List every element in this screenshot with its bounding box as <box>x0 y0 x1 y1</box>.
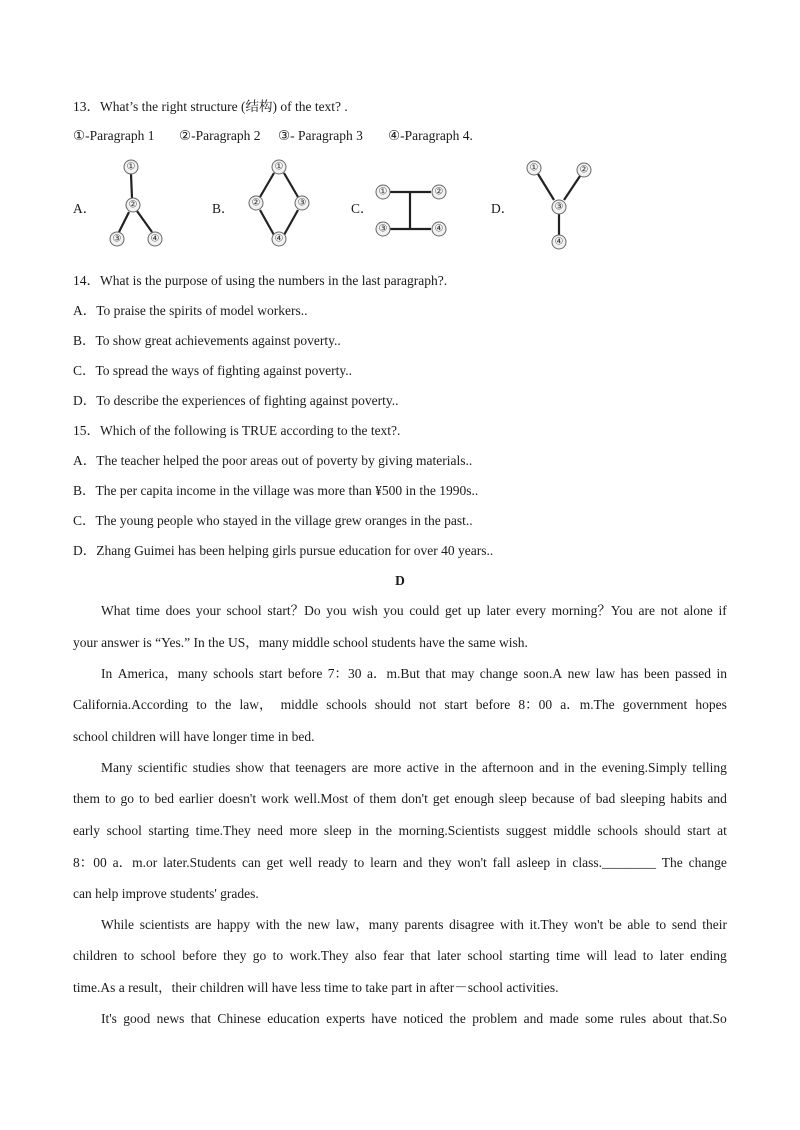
passage-word: the <box>375 823 392 838</box>
diagram-b-node-4: ④ <box>274 233 284 245</box>
passage-word: them <box>369 791 397 806</box>
passage-word: 8：00 <box>73 855 107 870</box>
diagram-d-node-2: ② <box>579 164 589 176</box>
passage-line <box>73 948 727 964</box>
passage-word: alone <box>683 603 713 618</box>
diagram-d-node-1: ① <box>529 162 539 174</box>
passage-word: time <box>556 948 581 963</box>
structure-diagram-d <box>522 158 598 250</box>
passage-word: Chinese <box>217 1011 261 1026</box>
passage-word: send <box>671 917 697 932</box>
passage-word: school <box>140 948 176 963</box>
passage-word: work <box>261 791 289 806</box>
passage-word: in <box>564 760 575 775</box>
passage-word: to <box>655 917 667 932</box>
q13-option-d-letter[interactable]: D． <box>491 201 515 216</box>
passage-word: sleep <box>499 791 527 806</box>
passage-word: Many <box>101 760 133 775</box>
passage-word: It's <box>101 1011 117 1026</box>
passage-word: can <box>241 855 261 870</box>
passage-word: made <box>549 1011 579 1026</box>
passage-word: America，many <box>117 666 208 681</box>
passage-word: middle <box>553 823 591 838</box>
passage-word: to <box>138 791 150 806</box>
passage-word: the <box>579 760 597 775</box>
passage-word: that <box>410 948 431 963</box>
passage-word: does <box>165 603 191 618</box>
passage-word: later.Students <box>163 855 237 870</box>
passage-word: in <box>358 823 369 838</box>
passage-word: happy <box>217 917 251 932</box>
passage-word: later <box>659 948 684 963</box>
diagram-a-node-3: ③ <box>112 233 122 245</box>
passage-word: learn <box>370 855 398 870</box>
passage-line <box>101 603 727 619</box>
passage-line: school children will have longer time in bed. <box>73 729 315 744</box>
diagram-a-node-4: ④ <box>150 233 160 245</box>
passage-word: morning？You <box>551 603 633 618</box>
passage-word: has <box>620 666 639 681</box>
passage-word: problem <box>472 1011 518 1026</box>
passage-word: law <box>595 666 616 681</box>
passage-word: to <box>353 855 365 870</box>
passage-word: should <box>374 697 411 712</box>
passage-word: new <box>307 917 331 932</box>
passage-word: they <box>428 855 452 870</box>
passage-word: schools <box>597 823 638 838</box>
passage-word: of <box>579 791 591 806</box>
passage-word: to <box>196 697 207 712</box>
q15-option-d[interactable]: D．Zhang Guimei has been helping girls pursue education for over 40 years.. <box>73 543 494 558</box>
passage-word: the <box>214 697 232 712</box>
passage-word: ending <box>690 948 727 963</box>
passage-word: school <box>106 823 142 838</box>
q14-option-c[interactable]: C．To spread the ways of fighting against poverty.. <box>73 363 352 378</box>
passage-word: also <box>354 948 377 963</box>
passage-word: later <box>486 603 511 618</box>
diagram-b-node-3: ③ <box>297 197 307 209</box>
passage-heading: D <box>395 573 405 588</box>
paragraph-key-2: ②-Paragraph 2 <box>179 128 261 143</box>
passage-word: are <box>638 603 655 618</box>
diagram-b-node-1: ① <box>274 161 284 173</box>
passage-word: won't <box>457 855 487 870</box>
passage-line <box>73 823 727 839</box>
passage-word: before <box>287 666 323 681</box>
passage-word: active <box>406 760 439 775</box>
passage-word: to <box>642 948 654 963</box>
passage-word: because <box>531 791 575 806</box>
passage-word: that <box>190 1011 212 1026</box>
passage-word: What <box>101 603 131 618</box>
passage-word: up <box>467 603 481 618</box>
passage-word: you <box>383 603 404 618</box>
passage-word: scientific <box>137 760 188 775</box>
passage-word: a．m.But <box>367 666 420 681</box>
passage-word: sleep <box>323 823 352 838</box>
passage-line <box>101 760 727 776</box>
passage-word: that <box>425 666 446 681</box>
passage-word: parents <box>404 917 444 932</box>
diagram-a-node-2: ② <box>128 199 138 211</box>
q15-option-c[interactable]: C．The young people who stayed in the village grew oranges in the past.. <box>73 513 473 528</box>
passage-word: don't <box>401 791 428 806</box>
passage-word: get <box>432 791 450 806</box>
q15-option-a[interactable]: A．The teacher helped the poor areas out of poverty by giving materials.. <box>73 453 473 468</box>
passage-word: been <box>644 666 670 681</box>
passage-word: education <box>267 1011 320 1026</box>
passage-word: to <box>272 948 284 963</box>
passage-line: time.As a result，their children will have less time to take part in after－school activities. <box>73 980 559 995</box>
passage-word: noticed <box>403 1011 444 1026</box>
passage-word: start <box>687 823 711 838</box>
q14-option-a[interactable]: A．To praise the spirits of model workers.. <box>73 303 308 318</box>
passage-word: the <box>460 760 477 775</box>
passage-word: law，many <box>335 917 399 932</box>
passage-word: change <box>688 855 727 870</box>
passage-word: go <box>120 791 134 806</box>
passage-word: that <box>269 760 290 775</box>
passage-word: start <box>444 697 468 712</box>
passage-word: afternoon <box>482 760 534 775</box>
passage-word: need <box>257 823 283 838</box>
passage-word: telling <box>692 760 727 775</box>
diagram-a-node-1: ① <box>126 161 136 173</box>
structure-diagram-c <box>372 183 452 241</box>
passage-word: have <box>371 1011 397 1026</box>
passage-word: about <box>652 1011 683 1026</box>
passage-word: more <box>373 760 402 775</box>
passage-word: While <box>101 917 134 932</box>
passage-line <box>73 855 727 871</box>
passage-word: earlier <box>178 791 214 806</box>
diagram-c-node-2: ② <box>434 186 444 198</box>
passage-word: doesn't <box>218 791 257 806</box>
passage-word: new <box>567 666 591 681</box>
q14-option-d[interactable]: D．To describe the experiences of fighting against poverty.. <box>73 393 399 408</box>
passage-word: get <box>266 855 284 870</box>
paragraph-key-4: ④-Paragraph 4. <box>388 128 473 143</box>
passage-word: morning.Scientists <box>398 823 500 838</box>
diagram-d-node-4: ④ <box>554 236 564 248</box>
passage-word: time <box>135 603 160 618</box>
passage-line: your answer is “Yes.” In the US，many middle school students have the same wish. <box>73 635 528 650</box>
question-14: 14．What is the purpose of using the numbers in the last paragraph?. <box>73 273 448 288</box>
passage-word: and <box>523 1011 544 1026</box>
passage-word: more <box>289 823 318 838</box>
passage-word: asleep <box>516 855 551 870</box>
q13-option-a-letter[interactable]: A． <box>73 201 97 216</box>
q13-option-c-letter[interactable]: C． <box>351 201 374 216</box>
passage-word: start？Do <box>267 603 321 618</box>
passage-word: the <box>285 917 302 932</box>
passage-word: early <box>73 823 100 838</box>
passage-word: bad <box>595 791 616 806</box>
passage-word: suggest <box>506 823 547 838</box>
passage-word: The <box>661 855 683 870</box>
passage-word: won't <box>573 917 604 932</box>
passage-word: In <box>101 666 113 681</box>
passage-word: with <box>255 917 280 932</box>
passage-word: at <box>717 823 727 838</box>
passage-word: news <box>156 1011 185 1026</box>
question-15: 15．Which of the following is TRUE according to the text?. <box>73 423 401 438</box>
passage-word: be <box>608 917 622 932</box>
passage-word: with <box>499 917 524 932</box>
passage-word: you <box>326 603 347 618</box>
passage-word: a．m.The <box>560 697 615 712</box>
passage-word: in <box>444 760 455 775</box>
passage-word: to <box>104 791 116 806</box>
passage-word: before <box>182 948 217 963</box>
passage-word: time.They <box>195 823 251 838</box>
passage-word: not <box>419 697 437 712</box>
diagram-c-node-3: ③ <box>378 223 388 235</box>
passage-word: teenagers <box>295 760 347 775</box>
passage-word: will <box>586 948 608 963</box>
diagram-d-node-3: ③ <box>554 201 564 213</box>
passage-word: disagree <box>449 917 495 932</box>
passage-word: that.So <box>688 1011 727 1026</box>
passage-word: are <box>351 760 369 775</box>
q14-option-b[interactable]: B．To show great achievements against poverty.. <box>73 333 341 348</box>
passage-word: school <box>467 948 503 963</box>
passage-word: starting <box>509 948 550 963</box>
passage-word: may <box>451 666 475 681</box>
passage-word: should <box>644 823 681 838</box>
passage-word: ready <box>317 855 348 870</box>
passage-word: California.According <box>73 697 189 712</box>
passage-word: not <box>660 603 678 618</box>
passage-word: habits <box>670 791 703 806</box>
passage-line <box>101 666 727 682</box>
passage-line <box>101 917 727 933</box>
passage-word: able <box>627 917 650 932</box>
passage-word: class.________ <box>572 855 656 870</box>
passage-word: later <box>437 948 462 963</box>
passage-word: soon.A <box>523 666 563 681</box>
passage-word: passed <box>674 666 711 681</box>
passage-word: lead <box>613 948 637 963</box>
passage-word: studies <box>192 760 231 775</box>
passage-word: schools <box>326 697 367 712</box>
passage-word: of <box>353 791 365 806</box>
passage-word: to <box>123 948 135 963</box>
passage-word: school <box>226 603 262 618</box>
passage-word: hopes <box>695 697 727 712</box>
passage-word: start <box>259 666 283 681</box>
passage-word: go <box>252 948 267 963</box>
passage-word: evening.Simply <box>601 760 687 775</box>
diagram-c-node-1: ① <box>378 186 388 198</box>
diagram-b-node-2: ② <box>251 197 261 209</box>
passage-word: every <box>515 603 546 618</box>
passage-word: work.They <box>289 948 349 963</box>
passage-word: good <box>123 1011 151 1026</box>
passage-line: can help improve students' grades. <box>73 886 259 901</box>
paragraph-key-1: ①-Paragraph 1 <box>73 128 155 143</box>
passage-word: before <box>475 697 511 712</box>
passage-word: enough <box>454 791 495 806</box>
q15-option-b[interactable]: B．The per capita income in the village was more than ¥500 in the 1990s.. <box>73 483 479 498</box>
passage-word: well.Most <box>293 791 349 806</box>
passage-word: are <box>194 917 212 932</box>
passage-word: sleeping <box>620 791 666 806</box>
passage-word: and <box>402 855 423 870</box>
passage-word: them <box>73 791 100 806</box>
q13-option-b-letter[interactable]: B． <box>212 201 235 216</box>
structure-diagram-a <box>105 158 167 250</box>
passage-word: they <box>223 948 247 963</box>
passage-word: wish <box>352 603 378 618</box>
passage-word: middle <box>280 697 319 712</box>
passage-line <box>73 697 727 713</box>
passage-word: schools <box>213 666 254 681</box>
passage-word: your <box>196 603 221 618</box>
passage-word: a．m.or <box>112 855 158 870</box>
passage-word: change <box>479 666 519 681</box>
diagram-c-node-4: ④ <box>434 223 444 235</box>
passage-word: well <box>288 855 313 870</box>
passage-word: and <box>707 791 727 806</box>
passage-word: fear <box>383 948 404 963</box>
passage-line <box>101 1011 727 1027</box>
passage-word: rules <box>619 1011 647 1026</box>
passage-word: 7：30 <box>327 666 362 681</box>
passage-word: and <box>539 760 559 775</box>
passage-word: in <box>716 666 727 681</box>
passage-word: their <box>702 917 727 932</box>
passage-word: if <box>718 603 727 618</box>
passage-word: bed <box>154 791 174 806</box>
structure-diagram-b <box>244 158 316 250</box>
passage-word: experts <box>326 1011 366 1026</box>
passage-word: starting <box>148 823 190 838</box>
passage-word: show <box>235 760 265 775</box>
passage-word: the <box>449 1011 466 1026</box>
paragraph-key-3: ③- Paragraph 3 <box>278 128 363 143</box>
passage-word: some <box>585 1011 614 1026</box>
passage-word: in <box>555 855 567 870</box>
passage-word: children <box>73 948 118 963</box>
passage-word: it.They <box>529 917 569 932</box>
passage-line <box>73 791 727 807</box>
passage-word: law， <box>239 697 273 712</box>
question-13: 13．What’s the right structure (结构) of the text? . <box>73 99 348 114</box>
passage-word: could <box>409 603 440 618</box>
passage-word: get <box>444 603 462 618</box>
passage-word: fall <box>492 855 511 870</box>
passage-word: government <box>622 697 688 712</box>
passage-word: 8：00 <box>518 697 553 712</box>
passage-word: scientists <box>139 917 190 932</box>
